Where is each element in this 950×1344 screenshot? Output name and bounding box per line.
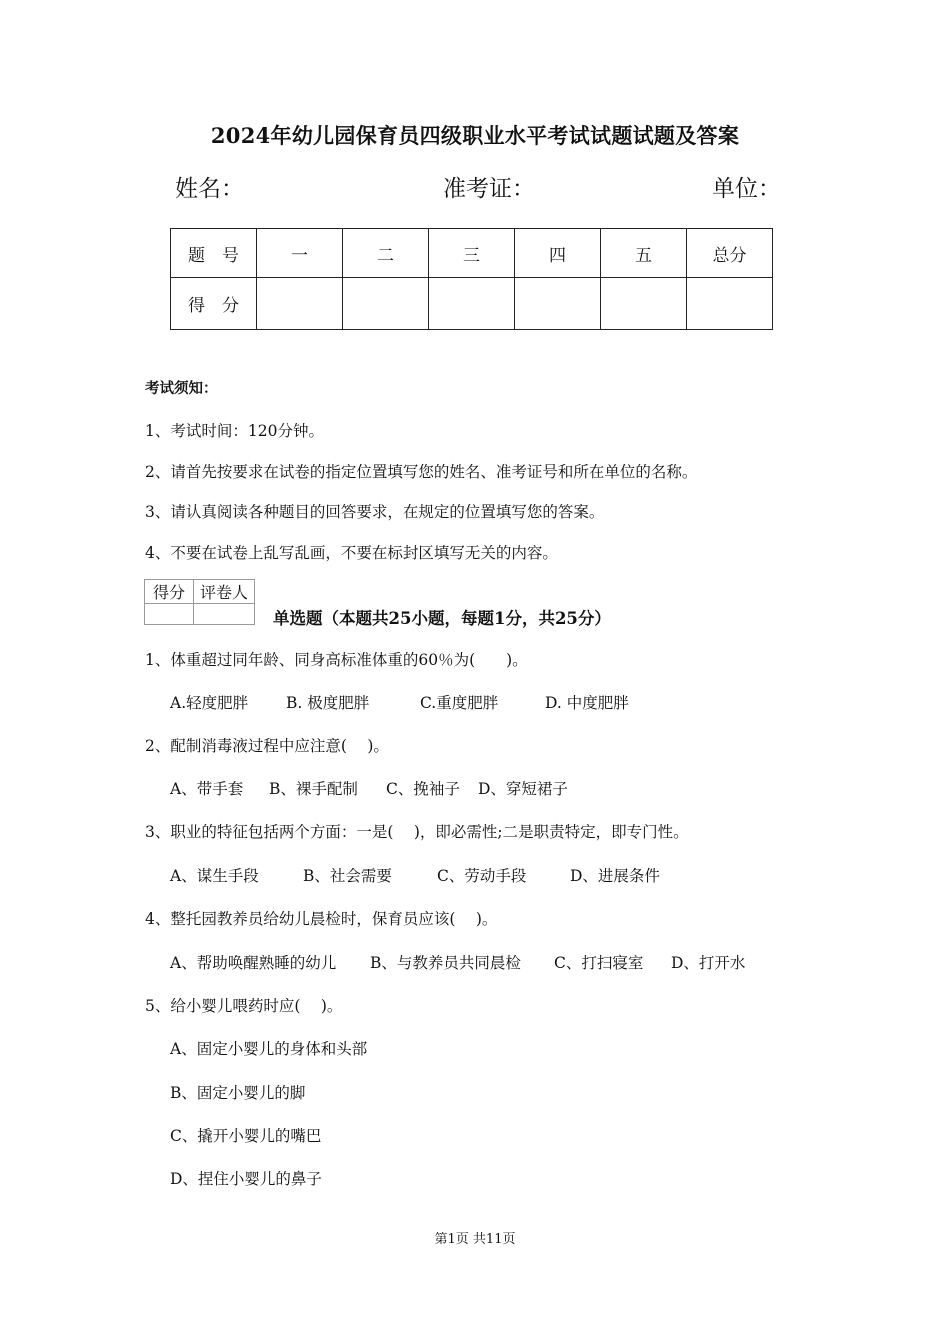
option-text: C、挽袖子 [386, 780, 460, 798]
option-text: A、谋生手段 [170, 867, 259, 885]
option-text: B、与教养员共同晨检 [370, 954, 521, 972]
option-text: C、撬开小婴儿的嘴巴 [170, 1127, 322, 1145]
section-title: 单选题（本题共25小题，每题1分，共25分） [273, 609, 611, 628]
notice-item: 3、请认真阅读各种题目的回答要求，在规定的位置填写您的答案。 [145, 503, 605, 521]
score-cell [687, 278, 773, 330]
option-text: B、社会需要 [303, 867, 392, 885]
notice-item: 4、不要在试卷上乱写乱画，不要在标封区填写无关的内容。 [145, 544, 558, 562]
score-header-cell: 二 [343, 229, 429, 278]
grader-score-cell [145, 604, 194, 625]
option-text: B、固定小婴儿的脚 [170, 1084, 306, 1102]
score-table [170, 228, 773, 330]
score-cell [343, 278, 429, 330]
option-text: D、进展条件 [570, 867, 660, 885]
option-text: B、裸手配制 [269, 780, 358, 798]
score-row-label: 得 分 [171, 278, 257, 330]
question-text: 4、整托园教养员给幼儿晨检时，保育员应该( )。 [145, 910, 498, 928]
unit-label: 单位： [712, 176, 781, 202]
option-text: C、劳动手段 [437, 867, 527, 885]
score-header-cell: 一 [257, 229, 343, 278]
grader-box [144, 579, 255, 625]
score-header-cell: 题 号 [171, 229, 257, 278]
page-footer: 第1页 共11页 [434, 1232, 516, 1247]
score-cell [257, 278, 343, 330]
score-cell [601, 278, 687, 330]
score-header-cell: 五 [601, 229, 687, 278]
grader-reviewer-cell [194, 604, 255, 625]
score-table-score-row [171, 278, 773, 330]
option-text: A.轻度肥胖 [170, 694, 249, 712]
notice-item: 2、请首先按要求在试卷的指定位置填写您的姓名、准考证号和所在单位的名称。 [145, 463, 698, 481]
question-text: 5、给小婴儿喂药时应( )。 [145, 997, 343, 1015]
option-text: A、固定小婴儿的身体和头部 [170, 1040, 368, 1058]
notice-heading: 考试须知： [145, 380, 218, 397]
option-text: C、打扫寝室 [554, 954, 644, 972]
option-text: D、捏住小婴儿的鼻子 [170, 1170, 322, 1188]
option-text: C.重度肥胖 [420, 694, 499, 712]
option-text: A、帮助唤醒熟睡的幼儿 [170, 954, 337, 972]
score-cell [515, 278, 601, 330]
score-table-header-row [171, 229, 773, 278]
score-header-cell: 三 [429, 229, 515, 278]
grader-reviewer-label: 评卷人 [194, 580, 255, 604]
notice-item: 1、考试时间：120分钟。 [145, 422, 324, 440]
question-text: 1、体重超过同年龄、同身高标准体重的60％为( )。 [145, 651, 528, 669]
grader-score-label: 得分 [145, 580, 194, 604]
option-text: D. 中度肥胖 [545, 694, 629, 712]
option-text: D、穿短裙子 [478, 780, 568, 798]
score-cell [429, 278, 515, 330]
option-text: B. 极度肥胖 [286, 694, 370, 712]
name-label: 姓名： [175, 176, 244, 202]
score-header-cell: 总分 [687, 229, 773, 278]
question-text: 2、配制消毒液过程中应注意( )。 [145, 737, 389, 755]
question-text: 3、职业的特征包括两个方面：一是( )，即必需性;二是职责特定，即专门性。 [145, 823, 689, 841]
option-text: D、打开水 [671, 954, 746, 972]
option-text: A、带手套 [170, 780, 244, 798]
exam-id-label: 准考证： [443, 176, 535, 202]
score-header-cell: 四 [515, 229, 601, 278]
document-title: 2024年幼儿园保育员四级职业水平考试试题试题及答案 [210, 123, 740, 148]
